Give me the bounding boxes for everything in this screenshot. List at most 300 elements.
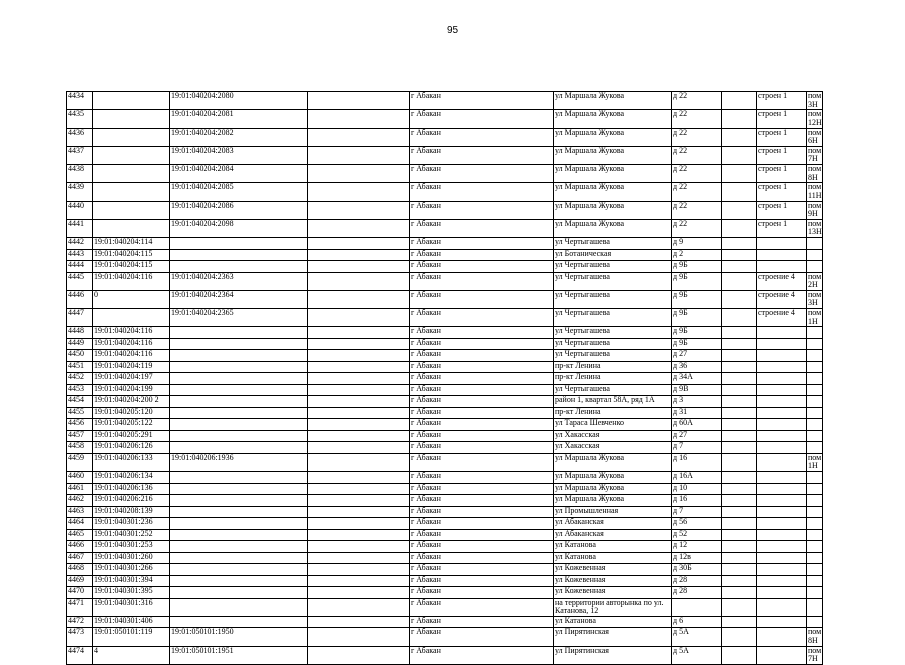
house-cell: д 9Б: [672, 338, 722, 350]
house-cell: д 16: [672, 453, 722, 471]
premises-cadastral-number-cell: 19:01:040206:1936: [170, 453, 308, 471]
empty-cell-cell: [308, 396, 410, 408]
table-row: [67, 338, 823, 350]
cadastral-number-cell: 19:01:040301:394: [93, 575, 170, 587]
room-cell: [807, 261, 823, 273]
building-cell: [757, 238, 807, 250]
cadastral-number-cell: 19:01:050101:119: [93, 628, 170, 646]
city-cell: г Абакан: [410, 575, 554, 587]
row-number-cell: 4434: [67, 92, 93, 110]
row-number-cell: 4463: [67, 506, 93, 518]
cadastral-number-cell: 19:01:040204:115: [93, 261, 170, 273]
room-cell: [807, 350, 823, 362]
empty-cell-cell: [308, 419, 410, 431]
cadastral-number-cell: [93, 92, 170, 110]
premises-cadastral-number-cell: 19:01:040204:2086: [170, 201, 308, 219]
house-cell: д 60А: [672, 419, 722, 431]
premises-cadastral-number-cell: 19:01:040204:2085: [170, 183, 308, 201]
empty-cell-cell: [722, 373, 757, 385]
empty-cell-cell: [308, 327, 410, 339]
premises-cadastral-number-cell: [170, 529, 308, 541]
room-cell: [807, 396, 823, 408]
building-cell: [757, 646, 807, 664]
table-body: [67, 92, 823, 665]
premises-cadastral-number-cell: [170, 483, 308, 495]
empty-cell-cell: [308, 453, 410, 471]
cadastral-number-cell: 19:01:040301:253: [93, 541, 170, 553]
cadastral-number-cell: 19:01:040206:133: [93, 453, 170, 471]
premises-cadastral-number-cell: [170, 249, 308, 261]
empty-cell-cell: [722, 327, 757, 339]
building-cell: [757, 575, 807, 587]
empty-cell-cell: [308, 183, 410, 201]
city-cell: г Абакан: [410, 309, 554, 327]
building-cell: [757, 483, 807, 495]
premises-cadastral-number-cell: [170, 575, 308, 587]
cadastral-number-cell: 19:01:040301:260: [93, 552, 170, 564]
street-cell: ул Маршала Жукова: [554, 146, 672, 164]
table-row: [67, 92, 823, 110]
cadastral-number-cell: 19:01:040205:120: [93, 407, 170, 419]
house-cell: д 31: [672, 407, 722, 419]
empty-cell-cell: [722, 453, 757, 471]
row-number-cell: 4439: [67, 183, 93, 201]
empty-cell-cell: [722, 646, 757, 664]
street-cell: ул Маршала Жукова: [554, 128, 672, 146]
premises-cadastral-number-cell: 19:01:040204:2084: [170, 165, 308, 183]
house-cell: д 9Б: [672, 290, 722, 308]
table-row: [67, 350, 823, 362]
premises-cadastral-number-cell: [170, 396, 308, 408]
empty-cell-cell: [722, 541, 757, 553]
building-cell: [757, 419, 807, 431]
row-number-cell: 4438: [67, 165, 93, 183]
empty-cell-cell: [308, 238, 410, 250]
row-number-cell: 4471: [67, 598, 93, 616]
row-number-cell: 4445: [67, 272, 93, 290]
row-number-cell: 4451: [67, 361, 93, 373]
premises-cadastral-number-cell: 19:01:040204:2363: [170, 272, 308, 290]
street-cell: ул Маршала Жукова: [554, 472, 672, 484]
row-number-cell: 4446: [67, 290, 93, 308]
premises-cadastral-number-cell: [170, 338, 308, 350]
building-cell: строен 1: [757, 146, 807, 164]
empty-cell-cell: [722, 384, 757, 396]
table-row: [67, 407, 823, 419]
street-cell: ул Маршала Жукова: [554, 165, 672, 183]
room-cell: [807, 472, 823, 484]
table-row: [67, 453, 823, 471]
cadastral-number-cell: 19:01:040206:216: [93, 495, 170, 507]
table-row: [67, 564, 823, 576]
table-row: [67, 506, 823, 518]
street-cell: ул Маршала Жукова: [554, 201, 672, 219]
building-cell: [757, 384, 807, 396]
city-cell: г Абакан: [410, 384, 554, 396]
empty-cell-cell: [722, 128, 757, 146]
street-cell: ул Абаканская: [554, 518, 672, 530]
cadastral-number-cell: 19:01:040204:199: [93, 384, 170, 396]
room-cell: пом 9Н: [808, 201, 822, 219]
room-cell: [807, 407, 823, 419]
cadastral-number-cell: 19:01:040301:316: [93, 598, 170, 616]
cadastral-number-cell: 19:01:040301:252: [93, 529, 170, 541]
room-cell: пом 6Н: [808, 128, 822, 146]
empty-cell-cell: [722, 419, 757, 431]
table-row: [67, 552, 823, 564]
table-row: [67, 165, 823, 183]
empty-cell-cell: [308, 407, 410, 419]
empty-cell-cell: [308, 249, 410, 261]
empty-cell-cell: [722, 219, 757, 237]
empty-cell-cell: [722, 350, 757, 362]
building-cell: [757, 518, 807, 530]
table-row: [67, 327, 823, 339]
house-cell: д 56: [672, 518, 722, 530]
room-cell: [807, 442, 823, 454]
table-row: [67, 616, 823, 628]
house-cell: д 9Б: [672, 327, 722, 339]
cadastral-number-cell: 4: [93, 646, 170, 664]
house-cell: д 12в: [672, 552, 722, 564]
row-number-cell: 4473: [67, 628, 93, 646]
empty-cell-cell: [722, 495, 757, 507]
empty-cell-cell: [308, 261, 410, 273]
city-cell: г Абакан: [410, 552, 554, 564]
empty-cell-cell: [722, 396, 757, 408]
empty-cell-cell: [308, 309, 410, 327]
cadastral-number-cell: 19:01:040206:134: [93, 472, 170, 484]
house-cell: д 7: [672, 506, 722, 518]
row-number-cell: 4449: [67, 338, 93, 350]
building-cell: строен 1: [757, 201, 807, 219]
street-cell: пр-кт Ленина: [554, 373, 672, 385]
row-number-cell: 4455: [67, 407, 93, 419]
room-cell: пом 3Н: [808, 290, 822, 308]
street-cell: ул Пирятинская: [554, 628, 672, 646]
room-cell: [807, 587, 823, 599]
row-number-cell: 4453: [67, 384, 93, 396]
empty-cell-cell: [308, 201, 410, 219]
city-cell: г Абакан: [410, 183, 554, 201]
empty-cell-cell: [722, 165, 757, 183]
house-cell: д 28: [672, 587, 722, 599]
premises-cadastral-number-cell: [170, 238, 308, 250]
room-cell: [807, 483, 823, 495]
premises-cadastral-number-cell: [170, 361, 308, 373]
house-cell: д 36: [672, 361, 722, 373]
street-cell: ул Чертыгашева: [554, 338, 672, 350]
row-number-cell: 4470: [67, 587, 93, 599]
empty-cell-cell: [722, 564, 757, 576]
cadastral-number-cell: [93, 219, 170, 237]
table-row: [67, 442, 823, 454]
house-cell: д 27: [672, 350, 722, 362]
table-row: [67, 587, 823, 599]
empty-cell-cell: [308, 290, 410, 308]
building-cell: [757, 541, 807, 553]
room-cell: пом 1Н: [808, 308, 822, 326]
cadastral-number-cell: 19:01:040205:291: [93, 430, 170, 442]
empty-cell-cell: [308, 338, 410, 350]
room-cell: [807, 518, 823, 530]
street-cell: ул Чертыгашева: [554, 350, 672, 362]
cadastral-number-cell: 19:01:040204:116: [93, 327, 170, 339]
table-row: [67, 361, 823, 373]
street-cell: ул Чертыгашева: [554, 238, 672, 250]
empty-cell-cell: [308, 472, 410, 484]
premises-cadastral-number-cell: [170, 518, 308, 530]
table-row: [67, 384, 823, 396]
city-cell: г Абакан: [410, 249, 554, 261]
premises-cadastral-number-cell: [170, 598, 308, 616]
row-number-cell: 4462: [67, 495, 93, 507]
room-cell: [807, 384, 823, 396]
row-number-cell: 4461: [67, 483, 93, 495]
empty-cell-cell: [722, 430, 757, 442]
empty-cell-cell: [722, 110, 757, 128]
room-cell: пом 8Н: [808, 164, 822, 182]
cadastral-number-cell: 19:01:040206:136: [93, 483, 170, 495]
empty-cell-cell: [722, 628, 757, 646]
building-cell: строение 4: [757, 290, 807, 308]
table-row: [67, 575, 823, 587]
building-cell: [757, 249, 807, 261]
street-cell: ул Катанова: [554, 552, 672, 564]
empty-cell-cell: [722, 338, 757, 350]
room-cell: [807, 361, 823, 373]
room-cell: [807, 598, 823, 616]
premises-cadastral-number-cell: 19:01:050101:1951: [170, 646, 308, 664]
street-cell: ул Хакасская: [554, 442, 672, 454]
table-row: [67, 146, 823, 164]
building-cell: [757, 552, 807, 564]
room-cell: пом 3Н: [808, 91, 822, 109]
city-cell: г Абакан: [410, 396, 554, 408]
empty-cell-cell: [722, 183, 757, 201]
building-cell: [757, 529, 807, 541]
table-row: [67, 128, 823, 146]
house-cell: д 10: [672, 483, 722, 495]
cadastral-number-cell: [93, 110, 170, 128]
room-cell: пом 11Н: [808, 182, 822, 200]
empty-cell-cell: [308, 165, 410, 183]
room-cell: [807, 495, 823, 507]
empty-cell-cell: [722, 249, 757, 261]
premises-cadastral-number-cell: 19:01:040204:2080: [170, 92, 308, 110]
table-row: [67, 529, 823, 541]
row-number-cell: 4437: [67, 146, 93, 164]
room-cell: пом 8Н: [808, 627, 822, 645]
city-cell: г Абакан: [410, 219, 554, 237]
city-cell: г Абакан: [410, 338, 554, 350]
cadastral-number-cell: 19:01:040204:116: [93, 350, 170, 362]
table-row: [67, 238, 823, 250]
premises-cadastral-number-cell: [170, 350, 308, 362]
empty-cell-cell: [722, 472, 757, 484]
registry-table: [66, 91, 823, 665]
street-cell: ул Абаканская: [554, 529, 672, 541]
street-cell: ул Маршала Жукова: [554, 483, 672, 495]
empty-cell-cell: [308, 219, 410, 237]
building-cell: [757, 396, 807, 408]
street-cell: ул Чертыгашева: [554, 384, 672, 396]
building-cell: [757, 506, 807, 518]
empty-cell-cell: [308, 587, 410, 599]
premises-cadastral-number-cell: [170, 261, 308, 273]
house-cell: д 9: [672, 238, 722, 250]
page-number: 95: [446, 25, 459, 36]
table-row: [67, 373, 823, 385]
table-row: [67, 483, 823, 495]
empty-cell-cell: [308, 92, 410, 110]
cadastral-number-cell: 19:01:040301:266: [93, 564, 170, 576]
house-cell: д 22: [672, 165, 722, 183]
row-number-cell: 4436: [67, 128, 93, 146]
row-number-cell: 4458: [67, 442, 93, 454]
building-cell: [757, 350, 807, 362]
city-cell: г Абакан: [410, 350, 554, 362]
city-cell: г Абакан: [410, 472, 554, 484]
table-row: [67, 183, 823, 201]
empty-cell-cell: [308, 616, 410, 628]
street-cell: ул Маршала Жукова: [554, 92, 672, 110]
street-cell: ул Ботаническая: [554, 249, 672, 261]
premises-cadastral-number-cell: [170, 327, 308, 339]
city-cell: г Абакан: [410, 128, 554, 146]
house-cell: д 30Б: [672, 564, 722, 576]
table-row: [67, 261, 823, 273]
premises-cadastral-number-cell: 19:01:040204:2081: [170, 110, 308, 128]
city-cell: г Абакан: [410, 564, 554, 576]
empty-cell-cell: [308, 495, 410, 507]
building-cell: строение 4: [757, 309, 807, 327]
building-cell: [757, 564, 807, 576]
empty-cell-cell: [722, 407, 757, 419]
city-cell: г Абакан: [410, 453, 554, 471]
premises-cadastral-number-cell: [170, 384, 308, 396]
house-cell: д 22: [672, 219, 722, 237]
house-cell: д 22: [672, 128, 722, 146]
premises-cadastral-number-cell: [170, 419, 308, 431]
house-cell: д 5А: [672, 628, 722, 646]
empty-cell-cell: [722, 201, 757, 219]
empty-cell-cell: [308, 430, 410, 442]
cadastral-number-cell: 19:01:040204:200 2: [93, 396, 170, 408]
cadastral-number-cell: 19:01:040301:236: [93, 518, 170, 530]
room-cell: [807, 373, 823, 385]
row-number-cell: 4440: [67, 201, 93, 219]
city-cell: г Абакан: [410, 506, 554, 518]
city-cell: г Абакан: [410, 261, 554, 273]
street-cell: ул Чертыгашева: [554, 261, 672, 273]
city-cell: г Абакан: [410, 238, 554, 250]
city-cell: г Абакан: [410, 373, 554, 385]
city-cell: г Абакан: [410, 165, 554, 183]
room-cell: пом 1Н: [808, 453, 822, 471]
house-cell: д 9Б: [672, 261, 722, 273]
empty-cell-cell: [722, 587, 757, 599]
empty-cell-cell: [722, 442, 757, 454]
row-number-cell: 4468: [67, 564, 93, 576]
building-cell: [757, 338, 807, 350]
empty-cell-cell: [308, 518, 410, 530]
room-cell: пом 7Н: [808, 146, 822, 164]
building-cell: [757, 327, 807, 339]
room-cell: [807, 249, 823, 261]
table-row: [67, 628, 823, 646]
house-cell: д 34А: [672, 373, 722, 385]
cadastral-number-cell: 19:01:040208:139: [93, 506, 170, 518]
empty-cell-cell: [308, 110, 410, 128]
city-cell: г Абакан: [410, 430, 554, 442]
cadastral-number-cell: [93, 309, 170, 327]
room-cell: [807, 529, 823, 541]
city-cell: г Абакан: [410, 541, 554, 553]
table-row: [67, 396, 823, 408]
building-cell: [757, 430, 807, 442]
cadastral-number-cell: [93, 128, 170, 146]
premises-cadastral-number-cell: 19:01:050101:1950: [170, 628, 308, 646]
empty-cell-cell: [308, 541, 410, 553]
street-cell: ул Маршала Жукова: [554, 453, 672, 471]
table-row: [67, 518, 823, 530]
cadastral-number-cell: [93, 183, 170, 201]
premises-cadastral-number-cell: [170, 407, 308, 419]
row-number-cell: 4447: [67, 309, 93, 327]
premises-cadastral-number-cell: 19:01:040204:2098: [170, 219, 308, 237]
premises-cadastral-number-cell: [170, 564, 308, 576]
row-number-cell: 4448: [67, 327, 93, 339]
empty-cell-cell: [722, 261, 757, 273]
street-cell: пр-кт Ленина: [554, 407, 672, 419]
cadastral-number-cell: 19:01:040301:406: [93, 616, 170, 628]
row-number-cell: 4464: [67, 518, 93, 530]
building-cell: [757, 628, 807, 646]
house-cell: д 22: [672, 146, 722, 164]
street-cell: ул Катанова: [554, 616, 672, 628]
house-cell: [672, 598, 722, 616]
premises-cadastral-number-cell: 19:01:040204:2364: [170, 290, 308, 308]
street-cell: ул Кожевенная: [554, 564, 672, 576]
building-cell: [757, 598, 807, 616]
room-cell: [807, 575, 823, 587]
city-cell: г Абакан: [410, 518, 554, 530]
city-cell: г Абакан: [410, 616, 554, 628]
city-cell: г Абакан: [410, 361, 554, 373]
premises-cadastral-number-cell: [170, 587, 308, 599]
house-cell: д 9В: [672, 384, 722, 396]
empty-cell-cell: [308, 628, 410, 646]
city-cell: г Абакан: [410, 442, 554, 454]
room-cell: [807, 541, 823, 553]
cadastral-number-cell: 19:01:040204:115: [93, 249, 170, 261]
table-row: [67, 309, 823, 327]
room-cell: [807, 552, 823, 564]
row-number-cell: 4435: [67, 110, 93, 128]
row-number-cell: 4460: [67, 472, 93, 484]
cadastral-number-cell: 19:01:040204:114: [93, 238, 170, 250]
room-cell: пом 13Н: [808, 219, 822, 237]
street-cell: ул Кожевенная: [554, 575, 672, 587]
house-cell: д 28: [672, 575, 722, 587]
city-cell: г Абакан: [410, 201, 554, 219]
street-cell: ул Чертыгашева: [554, 309, 672, 327]
row-number-cell: 4466: [67, 541, 93, 553]
house-cell: д 2: [672, 249, 722, 261]
city-cell: г Абакан: [410, 495, 554, 507]
empty-cell-cell: [308, 506, 410, 518]
